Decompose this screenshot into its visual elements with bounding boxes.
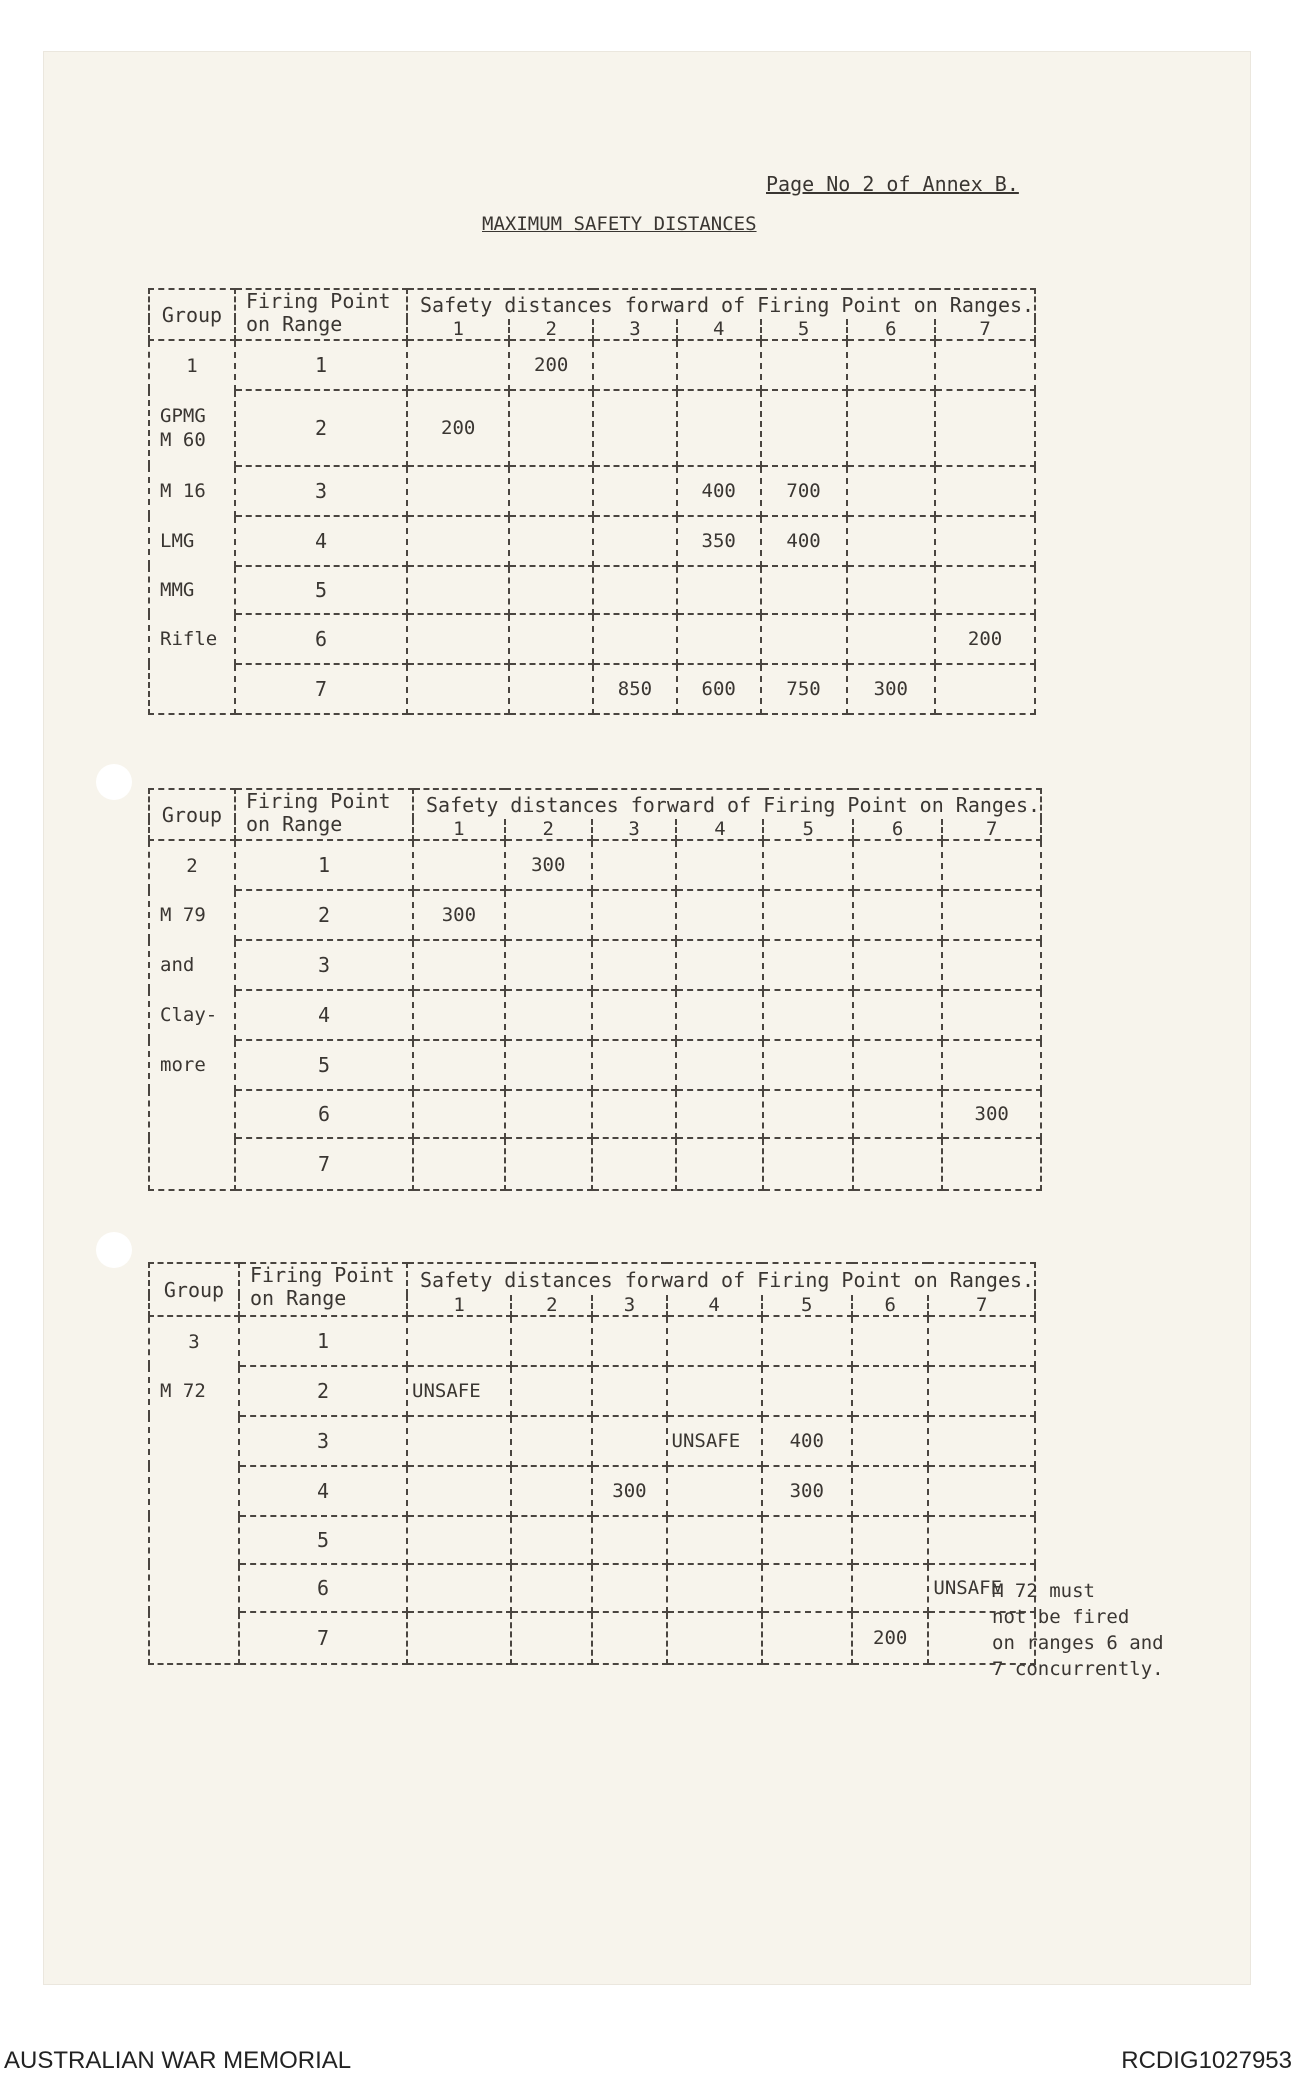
group-label bbox=[149, 1466, 239, 1516]
group-label: M 16 bbox=[149, 466, 235, 516]
distance-cell bbox=[509, 614, 593, 664]
distance-cell bbox=[407, 1316, 511, 1366]
distance-cell bbox=[407, 566, 509, 614]
group-label: and bbox=[149, 940, 235, 990]
header-range-col-7: 7 bbox=[935, 319, 1035, 340]
distance-cell bbox=[677, 340, 761, 390]
header-range-col-3: 3 bbox=[593, 319, 677, 340]
distance-cell bbox=[593, 466, 677, 516]
header-range-col-1: 1 bbox=[407, 319, 509, 340]
distance-cell: 300 bbox=[942, 1090, 1041, 1138]
distance-cell: 300 bbox=[413, 890, 505, 940]
distance-cell: 300 bbox=[762, 1466, 852, 1516]
header-firing-point-line1: Firing Point bbox=[246, 289, 391, 313]
header-range-col-2: 2 bbox=[511, 1295, 592, 1316]
distance-cell bbox=[509, 516, 593, 566]
punch-hole-bottom bbox=[96, 1232, 132, 1268]
distance-cell: 850 bbox=[593, 664, 677, 714]
distance-cell bbox=[667, 1366, 762, 1416]
header-range-col-4: 4 bbox=[677, 319, 761, 340]
table-row bbox=[149, 940, 1041, 990]
header-range-col-3: 3 bbox=[592, 819, 677, 840]
distance-cell bbox=[593, 614, 677, 664]
range-number: 6 bbox=[239, 1564, 407, 1612]
group-label: Clay- bbox=[149, 990, 235, 1040]
distance-cell: UNSAFE bbox=[928, 1564, 1035, 1612]
table-row bbox=[149, 840, 1041, 890]
note-line: M 72 must bbox=[992, 1580, 1095, 1602]
distance-cell bbox=[505, 1138, 592, 1190]
distance-cell bbox=[847, 614, 935, 664]
header-range-col-1: 1 bbox=[413, 819, 505, 840]
distance-cell bbox=[762, 1316, 852, 1366]
distance-cell bbox=[853, 940, 942, 990]
distance-cell: 350 bbox=[677, 516, 761, 566]
document-title: MAXIMUM SAFETY DISTANCES bbox=[482, 213, 757, 235]
distance-cell bbox=[935, 664, 1035, 714]
table-row bbox=[149, 1516, 1035, 1564]
distance-cell bbox=[677, 390, 761, 466]
distance-cell bbox=[511, 1466, 592, 1516]
safety-table-group-3 bbox=[148, 1262, 1036, 1665]
range-number: 3 bbox=[239, 1416, 407, 1466]
distance-cell bbox=[413, 990, 505, 1040]
distance-cell bbox=[505, 990, 592, 1040]
distance-cell bbox=[853, 1090, 942, 1138]
distance-cell bbox=[407, 466, 509, 516]
group-label bbox=[149, 1612, 239, 1664]
distance-cell bbox=[511, 1612, 592, 1664]
distance-cell bbox=[763, 1090, 852, 1138]
distance-cell bbox=[407, 1612, 511, 1664]
distance-cell bbox=[413, 1040, 505, 1090]
distance-cell bbox=[935, 566, 1035, 614]
distance-cell bbox=[761, 340, 847, 390]
distance-cell bbox=[852, 1516, 928, 1564]
table-row bbox=[149, 890, 1041, 940]
distance-cell bbox=[942, 1040, 1041, 1090]
distance-cell bbox=[847, 340, 935, 390]
distance-cell bbox=[509, 466, 593, 516]
distance-cell: 400 bbox=[762, 1416, 852, 1466]
distance-cell bbox=[592, 890, 677, 940]
group-label bbox=[149, 1564, 239, 1612]
header-safety-text: Safety distances forward of Firing Point on Ranges. bbox=[420, 1267, 1035, 1292]
range-number: 2 bbox=[235, 890, 413, 940]
range-number: 2 bbox=[239, 1366, 407, 1416]
range-number: 1 bbox=[239, 1316, 407, 1366]
distance-cell bbox=[407, 664, 509, 714]
distance-cell bbox=[592, 1040, 677, 1090]
table-row bbox=[149, 566, 1035, 614]
distance-cell bbox=[942, 990, 1041, 1040]
distance-cell bbox=[677, 614, 761, 664]
distance-cell bbox=[761, 390, 847, 466]
distance-cell bbox=[853, 840, 942, 890]
header-range-col-5: 5 bbox=[762, 1295, 852, 1316]
distance-cell bbox=[592, 1138, 677, 1190]
distance-cell bbox=[942, 940, 1041, 990]
distance-cell bbox=[511, 1564, 592, 1612]
header-range-col-2: 2 bbox=[509, 319, 593, 340]
range-number: 4 bbox=[239, 1466, 407, 1516]
group-label bbox=[149, 1416, 239, 1466]
distance-cell bbox=[592, 940, 677, 990]
header-group: Group bbox=[149, 1263, 239, 1316]
table-row bbox=[149, 1564, 1035, 1612]
group-label bbox=[149, 1138, 235, 1190]
header-safety-text: Safety distances forward of Firing Point on Ranges. bbox=[420, 292, 1035, 317]
distance-cell bbox=[413, 1138, 505, 1190]
distance-cell bbox=[592, 990, 677, 1040]
distance-cell: 200 bbox=[509, 340, 593, 390]
page-reference: Page No 2 of Annex B. bbox=[766, 172, 1019, 196]
header-range-col-7: 7 bbox=[942, 819, 1041, 840]
distance-cell bbox=[935, 340, 1035, 390]
distance-cell bbox=[676, 840, 763, 890]
footer-archive-name: AUSTRALIAN WAR MEMORIAL bbox=[4, 2047, 352, 2074]
range-number: 4 bbox=[235, 990, 413, 1040]
range-number: 4 bbox=[235, 516, 407, 566]
distance-cell: 400 bbox=[761, 516, 847, 566]
distance-cell bbox=[407, 1466, 511, 1516]
distance-cell bbox=[667, 1316, 762, 1366]
distance-cell bbox=[853, 890, 942, 940]
distance-cell bbox=[509, 390, 593, 466]
distance-cell bbox=[935, 516, 1035, 566]
range-number: 3 bbox=[235, 466, 407, 516]
table-row bbox=[149, 390, 1035, 466]
distance-cell bbox=[763, 1138, 852, 1190]
note-line: not be fired bbox=[992, 1606, 1130, 1628]
distance-cell: 600 bbox=[677, 664, 761, 714]
distance-cell: 300 bbox=[847, 664, 935, 714]
group-label: 1 bbox=[149, 340, 235, 390]
group-label bbox=[149, 1090, 235, 1138]
distance-cell: 400 bbox=[677, 466, 761, 516]
distance-cell bbox=[761, 614, 847, 664]
distance-cell bbox=[667, 1612, 762, 1664]
range-number: 1 bbox=[235, 340, 407, 390]
distance-cell bbox=[677, 566, 761, 614]
distance-cell bbox=[592, 840, 677, 890]
table-row bbox=[149, 1466, 1035, 1516]
distance-cell bbox=[761, 566, 847, 614]
distance-cell bbox=[852, 1366, 928, 1416]
group-label: 2 bbox=[149, 840, 235, 890]
header-range-col-6: 6 bbox=[852, 1295, 928, 1316]
distance-cell bbox=[928, 1516, 1035, 1564]
distance-cell bbox=[853, 990, 942, 1040]
header-range-col-6: 6 bbox=[853, 819, 942, 840]
header-range-col-5: 5 bbox=[763, 819, 852, 840]
table-row bbox=[149, 614, 1035, 664]
distance-cell bbox=[942, 1138, 1041, 1190]
distance-cell bbox=[593, 566, 677, 614]
header-firing-point-line2: on Range bbox=[246, 812, 343, 836]
distance-cell: UNSAFE bbox=[407, 1366, 511, 1416]
distance-cell: 300 bbox=[592, 1466, 666, 1516]
distance-cell bbox=[592, 1564, 666, 1612]
group-label: Rifle bbox=[149, 614, 235, 664]
distance-cell bbox=[592, 1516, 666, 1564]
distance-cell bbox=[413, 840, 505, 890]
distance-cell bbox=[511, 1366, 592, 1416]
distance-cell bbox=[853, 1040, 942, 1090]
distance-cell bbox=[593, 516, 677, 566]
distance-cell bbox=[505, 1090, 592, 1138]
header-group: Group bbox=[149, 289, 235, 340]
table-row bbox=[149, 340, 1035, 390]
header-safety-distances bbox=[413, 789, 1041, 819]
distance-cell bbox=[511, 1516, 592, 1564]
distance-cell bbox=[667, 1466, 762, 1516]
distance-cell bbox=[942, 890, 1041, 940]
group-label: GPMG M 60 bbox=[149, 390, 235, 466]
table-row bbox=[149, 466, 1035, 516]
distance-cell bbox=[511, 1416, 592, 1466]
distance-cell bbox=[852, 1316, 928, 1366]
distance-cell bbox=[928, 1366, 1035, 1416]
safety-table-group-1 bbox=[148, 288, 1036, 715]
header-range-col-7: 7 bbox=[928, 1295, 1035, 1316]
distance-cell bbox=[847, 516, 935, 566]
table-row bbox=[149, 1316, 1035, 1366]
distance-cell bbox=[592, 1612, 666, 1664]
range-number: 6 bbox=[235, 614, 407, 664]
range-number: 2 bbox=[235, 390, 407, 466]
header-safety-distances bbox=[407, 289, 1035, 319]
range-number: 7 bbox=[235, 1138, 413, 1190]
distance-cell: 200 bbox=[935, 614, 1035, 664]
distance-cell: 750 bbox=[761, 664, 847, 714]
note-line: 7 concurrently. bbox=[992, 1658, 1164, 1680]
distance-cell bbox=[852, 1466, 928, 1516]
header-range-col-4: 4 bbox=[667, 1295, 762, 1316]
group-label: more bbox=[149, 1040, 235, 1090]
distance-cell bbox=[852, 1416, 928, 1466]
distance-cell bbox=[407, 614, 509, 664]
distance-cell bbox=[762, 1612, 852, 1664]
distance-cell bbox=[763, 840, 852, 890]
header-firing-point-line1: Firing Point bbox=[246, 789, 391, 813]
distance-cell: 200 bbox=[407, 390, 509, 466]
group-label: LMG bbox=[149, 516, 235, 566]
distance-cell bbox=[847, 466, 935, 516]
group-label: M 79 bbox=[149, 890, 235, 940]
range-number: 6 bbox=[235, 1090, 413, 1138]
distance-cell bbox=[847, 566, 935, 614]
header-firing-point-line2: on Range bbox=[250, 1286, 347, 1310]
header-safety-distances bbox=[407, 1263, 1035, 1295]
distance-cell bbox=[511, 1316, 592, 1366]
distance-cell bbox=[407, 1564, 511, 1612]
distance-cell bbox=[847, 390, 935, 466]
distance-cell bbox=[505, 890, 592, 940]
distance-cell bbox=[413, 1090, 505, 1138]
range-number: 1 bbox=[235, 840, 413, 890]
header-firing-point-line1: Firing Point bbox=[250, 1263, 395, 1287]
distance-cell bbox=[852, 1564, 928, 1612]
distance-cell bbox=[928, 1316, 1035, 1366]
distance-cell bbox=[763, 990, 852, 1040]
distance-cell: 700 bbox=[761, 466, 847, 516]
header-firing-point bbox=[235, 289, 407, 340]
group-label: MMG bbox=[149, 566, 235, 614]
table-row bbox=[149, 1040, 1041, 1090]
distance-cell bbox=[592, 1416, 666, 1466]
table-row bbox=[149, 664, 1035, 714]
table-row bbox=[149, 1416, 1035, 1466]
table-row bbox=[149, 1612, 1035, 1664]
header-range-col-4: 4 bbox=[676, 819, 763, 840]
distance-cell bbox=[592, 1090, 677, 1138]
header-safety-text: Safety distances forward of Firing Point on Ranges. bbox=[426, 792, 1041, 817]
distance-cell bbox=[763, 890, 852, 940]
distance-cell bbox=[592, 1316, 666, 1366]
range-number: 7 bbox=[235, 664, 407, 714]
header-firing-point-line2: on Range bbox=[246, 312, 343, 336]
distance-cell bbox=[407, 516, 509, 566]
distance-cell bbox=[676, 1040, 763, 1090]
distance-cell bbox=[505, 1040, 592, 1090]
distance-cell bbox=[593, 340, 677, 390]
distance-cell bbox=[763, 940, 852, 990]
distance-cell bbox=[942, 840, 1041, 890]
distance-cell bbox=[676, 990, 763, 1040]
punch-hole-top bbox=[96, 764, 132, 800]
distance-cell bbox=[935, 466, 1035, 516]
header-firing-point bbox=[235, 789, 413, 840]
distance-cell bbox=[928, 1466, 1035, 1516]
distance-cell bbox=[667, 1516, 762, 1564]
table-row bbox=[149, 1090, 1041, 1138]
distance-cell bbox=[509, 664, 593, 714]
safety-table-group-2 bbox=[148, 788, 1042, 1191]
header-range-col-5: 5 bbox=[761, 319, 847, 340]
distance-cell bbox=[676, 1138, 763, 1190]
distance-cell bbox=[407, 340, 509, 390]
header-range-col-6: 6 bbox=[847, 319, 935, 340]
table-row bbox=[149, 516, 1035, 566]
range-number: 5 bbox=[235, 1040, 413, 1090]
distance-cell bbox=[763, 1040, 852, 1090]
distance-cell bbox=[928, 1416, 1035, 1466]
header-group: Group bbox=[149, 789, 235, 840]
header-firing-point bbox=[239, 1263, 407, 1316]
distance-cell bbox=[853, 1138, 942, 1190]
header-range-col-3: 3 bbox=[592, 1295, 666, 1316]
distance-cell bbox=[676, 890, 763, 940]
distance-cell bbox=[593, 390, 677, 466]
distance-cell bbox=[592, 1366, 666, 1416]
table-row bbox=[149, 1138, 1041, 1190]
footer-record-id: RCDIG1027953 bbox=[1121, 2047, 1292, 2074]
m72-note bbox=[992, 1578, 1164, 1682]
distance-cell bbox=[407, 1516, 511, 1564]
group-label bbox=[149, 664, 235, 714]
range-number: 3 bbox=[235, 940, 413, 990]
distance-cell: UNSAFE bbox=[667, 1416, 762, 1466]
table-row bbox=[149, 990, 1041, 1040]
distance-cell bbox=[762, 1366, 852, 1416]
group-label: M 72 bbox=[149, 1366, 239, 1416]
distance-cell bbox=[667, 1564, 762, 1612]
table-row bbox=[149, 1366, 1035, 1416]
distance-cell: 300 bbox=[505, 840, 592, 890]
distance-cell: 200 bbox=[852, 1612, 928, 1664]
distance-cell bbox=[762, 1516, 852, 1564]
distance-cell bbox=[935, 390, 1035, 466]
distance-cell bbox=[505, 940, 592, 990]
range-number: 5 bbox=[235, 566, 407, 614]
group-label: 3 bbox=[149, 1316, 239, 1366]
group-label bbox=[149, 1516, 239, 1564]
distance-cell bbox=[509, 566, 593, 614]
distance-cell bbox=[407, 1416, 511, 1466]
distance-cell bbox=[676, 1090, 763, 1138]
distance-cell bbox=[676, 940, 763, 990]
distance-cell bbox=[413, 940, 505, 990]
header-range-col-1: 1 bbox=[407, 1295, 511, 1316]
distance-cell bbox=[762, 1564, 852, 1612]
range-number: 7 bbox=[239, 1612, 407, 1664]
note-line: on ranges 6 and bbox=[992, 1632, 1164, 1654]
header-range-col-2: 2 bbox=[505, 819, 592, 840]
range-number: 5 bbox=[239, 1516, 407, 1564]
